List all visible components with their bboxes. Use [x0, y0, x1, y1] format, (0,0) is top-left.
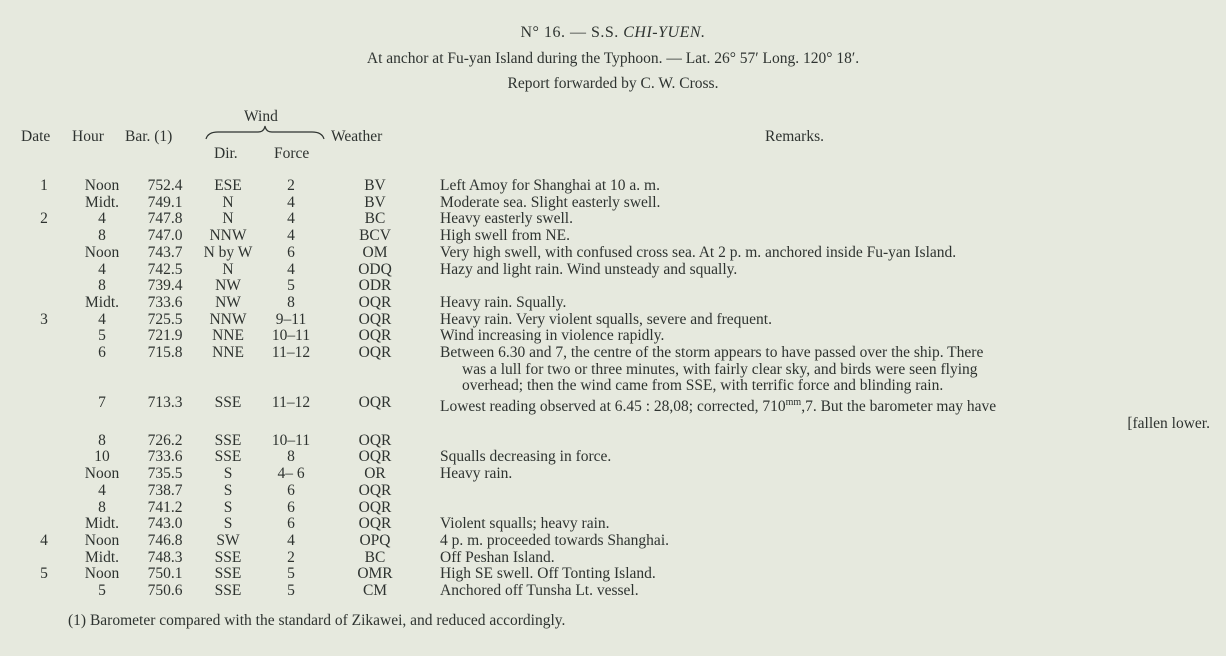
remark-line: Left Amoy for Shanghai at 10 a. m.	[440, 177, 660, 194]
row-weather: CM	[362, 582, 388, 600]
row-hour: 5	[98, 582, 106, 600]
row-gap	[430, 345, 440, 395]
row-hour: 5	[98, 327, 106, 345]
remark-line: High SE swell. Off Tonting Island.	[440, 565, 656, 583]
row-wind-force: 11–12	[271, 394, 311, 412]
row-hour: 4	[98, 310, 106, 328]
row-wind-dir: SSE	[214, 448, 242, 466]
table-row	[20, 395, 1210, 433]
row-barometer: 741.2	[147, 498, 183, 516]
row-date: 5	[40, 565, 48, 583]
row-hour: Noon	[84, 465, 120, 483]
row-wind-force: 4	[287, 260, 295, 278]
row-date	[20, 483, 68, 500]
row-barometer: 747.8	[147, 210, 183, 228]
row-remarks	[440, 500, 1210, 517]
row-wind-force: 2	[287, 548, 295, 566]
row-remarks	[440, 262, 1210, 279]
row-wind-force: 8	[287, 293, 295, 311]
row-wind-force: 4	[287, 210, 295, 228]
row-date: 4	[40, 531, 48, 549]
row-date	[20, 550, 68, 567]
remark-line: Off Peshan Island.	[440, 548, 555, 566]
row-weather: OQR	[358, 327, 392, 345]
row-remarks	[440, 178, 1210, 195]
row-gap	[430, 550, 440, 567]
row-weather: OQR	[358, 498, 392, 516]
row-wind-dir: SSE	[214, 431, 242, 449]
table-row	[20, 278, 1210, 295]
row-date	[20, 583, 68, 600]
row-wind-force: 5	[287, 582, 295, 600]
table-row	[20, 295, 1210, 312]
row-wind-dir: S	[223, 498, 233, 516]
row-hour: 8	[98, 277, 106, 295]
row-barometer: 750.1	[147, 565, 183, 583]
row-barometer: 742.5	[147, 260, 183, 278]
col-header-wind: Wind	[244, 108, 278, 125]
row-date	[20, 278, 68, 295]
row-date	[20, 262, 68, 279]
row-wind-dir: SSE	[214, 548, 242, 566]
table-row	[20, 328, 1210, 345]
row-hour: Noon	[84, 531, 120, 549]
row-barometer: 713.3	[147, 394, 183, 412]
row-barometer: 739.4	[147, 277, 183, 295]
col-header-hour: Hour	[72, 128, 104, 145]
row-gap	[430, 245, 440, 262]
remark-line: Anchored off Tunsha Lt. vessel.	[440, 582, 639, 600]
row-gap	[430, 211, 440, 228]
table-row	[20, 245, 1210, 262]
table-row	[20, 312, 1210, 329]
row-barometer: 726.2	[147, 431, 183, 449]
row-wind-dir: S	[223, 465, 233, 483]
row-wind-force: 2	[287, 177, 295, 194]
row-weather: OQR	[358, 344, 392, 362]
row-wind-force: 6	[287, 515, 295, 533]
remark-line: Heavy easterly swell.	[440, 210, 573, 228]
row-barometer: 749.1	[147, 193, 183, 211]
row-weather: BCV	[359, 227, 391, 245]
table-row	[20, 345, 1210, 395]
row-wind-force: 6	[287, 481, 295, 499]
row-wind-dir: NW	[215, 293, 241, 311]
table-row	[20, 262, 1210, 279]
row-barometer: 750.6	[147, 582, 183, 600]
row-remarks	[440, 328, 1210, 345]
row-barometer: 743.7	[147, 243, 183, 261]
row-remarks	[440, 395, 1210, 433]
row-gap	[430, 583, 440, 600]
row-weather: OM	[362, 243, 388, 261]
table-row	[20, 550, 1210, 567]
row-barometer: 752.4	[147, 177, 183, 194]
table-row	[20, 533, 1210, 550]
row-date	[20, 516, 68, 533]
row-weather: OR	[364, 465, 386, 483]
row-gap	[430, 195, 440, 212]
row-weather: OQR	[358, 481, 392, 499]
row-weather: ODR	[358, 277, 392, 295]
row-date	[20, 500, 68, 517]
row-remarks	[440, 228, 1210, 245]
row-remarks	[440, 533, 1210, 550]
row-remarks	[440, 345, 1210, 395]
remark-line	[440, 500, 1210, 517]
row-weather: BC	[364, 210, 386, 228]
row-hour: Noon	[84, 565, 120, 583]
row-hour: 4	[98, 210, 106, 228]
row-wind-force: 5	[287, 277, 295, 295]
remark-line: Heavy rain. Very violent squalls, severe and frequent.	[440, 310, 772, 328]
row-wind-dir: SSE	[214, 582, 242, 600]
row-wind-dir: S	[223, 481, 233, 499]
footnote: (1) Barometer compared with the standard of Zikawei, and reduced accordingly.	[68, 612, 566, 629]
observation-table	[20, 178, 1210, 600]
row-hour: 8	[98, 431, 106, 449]
row-date: 2	[40, 210, 48, 228]
row-remarks	[440, 566, 1210, 583]
row-wind-dir: N by W	[203, 243, 253, 261]
row-wind-dir: N	[222, 210, 234, 228]
table-row	[20, 516, 1210, 533]
row-barometer: 725.5	[147, 310, 183, 328]
row-hour: Midt.	[84, 515, 120, 533]
row-wind-dir: N	[222, 260, 234, 278]
row-wind-dir: NNW	[209, 227, 247, 245]
col-header-dir: Dir.	[214, 145, 238, 162]
row-weather: OPQ	[359, 531, 391, 549]
remark-line: Wind increasing in violence rapidly.	[440, 327, 665, 345]
remark-line: Heavy rain. Squally.	[440, 293, 567, 311]
row-wind-dir: N	[222, 193, 234, 211]
row-wind-force: 4	[287, 193, 295, 211]
row-weather: OQR	[358, 515, 392, 533]
row-gap	[430, 228, 440, 245]
row-hour: 8	[98, 498, 106, 516]
row-weather: BV	[364, 177, 386, 194]
remark-line	[440, 278, 1210, 295]
row-hour: 8	[98, 227, 106, 245]
row-gap	[430, 449, 440, 466]
report-subtitle: At anchor at Fu-yan Island during the Typhoon. — Lat. 26° 57′ Long. 120° 18′.	[366, 50, 860, 67]
remark-line: 4 p. m. proceeded towards Shanghai.	[440, 531, 669, 549]
remark-line: Hazy and light rain. Wind unsteady and squally.	[440, 260, 738, 278]
remark-line: Heavy rain.	[440, 465, 513, 483]
report-number: N° 16. — S.S.	[520, 24, 619, 41]
row-gap	[430, 295, 440, 312]
row-weather: OQR	[358, 394, 392, 412]
row-remarks	[440, 449, 1210, 466]
row-barometer: 735.5	[147, 465, 183, 483]
row-barometer: 748.3	[147, 548, 183, 566]
row-date	[20, 228, 68, 245]
table-row	[20, 583, 1210, 600]
row-hour: 4	[98, 481, 106, 499]
row-date	[20, 449, 68, 466]
row-wind-force: 6	[287, 498, 295, 516]
row-wind-force: 6	[287, 243, 295, 261]
row-gap	[430, 262, 440, 279]
row-date	[20, 195, 68, 212]
row-date	[20, 466, 68, 483]
row-date: 1	[40, 177, 48, 194]
row-gap	[430, 483, 440, 500]
row-hour: 7	[98, 394, 106, 412]
col-header-weather: Weather	[331, 128, 383, 145]
table-row	[20, 466, 1210, 483]
remark-line: Violent squalls; heavy rain.	[440, 515, 610, 533]
row-barometer: 743.0	[147, 515, 183, 533]
row-hour: Noon	[84, 243, 120, 261]
row-wind-force: 4	[287, 531, 295, 549]
row-wind-dir: NNE	[212, 327, 244, 345]
remark-line	[440, 483, 1210, 500]
row-weather: OMR	[357, 565, 393, 583]
row-barometer: 747.0	[147, 227, 183, 245]
row-hour: Midt.	[84, 548, 120, 566]
remark-line: Very high swell, with confused cross sea. At 2 p. m. anchored inside Fu-yan Island.	[440, 243, 957, 261]
row-remarks	[440, 295, 1210, 312]
row-wind-dir: SSE	[214, 565, 242, 583]
table-row	[20, 228, 1210, 245]
row-remarks	[440, 483, 1210, 500]
row-gap	[430, 533, 440, 550]
row-weather: OQR	[358, 448, 392, 466]
row-wind-force: 9–11	[275, 310, 307, 328]
row-wind-dir: NNW	[209, 310, 247, 328]
wind-brace	[204, 124, 326, 142]
row-wind-force: 8	[287, 448, 295, 466]
row-gap	[430, 178, 440, 195]
row-remarks	[440, 312, 1210, 329]
row-barometer: 733.6	[147, 293, 183, 311]
row-wind-dir: S	[223, 515, 233, 533]
row-hour: 6	[98, 344, 106, 362]
col-header-remarks: Remarks.	[765, 128, 824, 145]
table-row	[20, 211, 1210, 228]
row-remarks	[440, 583, 1210, 600]
row-gap	[430, 516, 440, 533]
row-remarks	[440, 195, 1210, 212]
remark-line: Between 6.30 and 7, the centre of the storm appears to have passed over the ship. There	[440, 344, 984, 362]
row-weather: BV	[364, 193, 386, 211]
row-remarks	[440, 211, 1210, 228]
row-wind-force: 4	[287, 227, 295, 245]
table-row	[20, 500, 1210, 517]
row-wind-dir: SW	[216, 531, 240, 549]
row-remarks	[440, 245, 1210, 262]
row-wind-force: 5	[287, 565, 295, 583]
remark-line	[440, 433, 1210, 450]
row-date	[20, 395, 68, 433]
row-wind-force: 11–12	[271, 344, 311, 362]
table-row	[20, 178, 1210, 195]
row-date	[20, 433, 68, 450]
row-barometer: 721.9	[147, 327, 183, 345]
row-barometer: 733.6	[147, 448, 183, 466]
report-forwarder: Report forwarded by C. W. Cross.	[507, 75, 719, 92]
row-wind-dir: SSE	[214, 394, 242, 412]
remark-line: was a lull for two or three minutes, with fairly clear sky, and birds were seen flying	[462, 360, 978, 378]
remark-line: Lowest reading observed at 6.45 : 28,08; corrected, $710^{mm},7$. But the barometer may have	[440, 397, 997, 416]
row-wind-dir: NW	[215, 277, 241, 295]
table-row	[20, 433, 1210, 450]
row-weather: BC	[364, 548, 386, 566]
row-date	[20, 345, 68, 395]
row-weather: OQR	[358, 431, 392, 449]
row-wind-force: 10–11	[271, 431, 311, 449]
row-gap	[430, 466, 440, 483]
row-hour: Midt.	[84, 293, 120, 311]
row-barometer: 715.8	[147, 344, 183, 362]
remark-line: Squalls decreasing in force.	[440, 448, 612, 466]
row-date: 3	[40, 310, 48, 328]
row-remarks	[440, 516, 1210, 533]
row-barometer: 738.7	[147, 481, 183, 499]
row-remarks	[440, 433, 1210, 450]
row-gap	[430, 433, 440, 450]
row-weather: OQR	[358, 293, 392, 311]
row-gap	[430, 566, 440, 583]
row-hour: 4	[98, 260, 106, 278]
row-date	[20, 245, 68, 262]
table-row	[20, 566, 1210, 583]
row-barometer: 746.8	[147, 531, 183, 549]
remark-line: overhead; then the wind came from SSE, with terrific force and blinding rain.	[462, 377, 944, 395]
row-gap	[430, 312, 440, 329]
table-row	[20, 449, 1210, 466]
row-gap	[430, 328, 440, 345]
row-remarks	[440, 278, 1210, 295]
col-header-force: Force	[274, 145, 310, 162]
row-wind-dir: NNE	[212, 344, 244, 362]
col-header-date: Date	[21, 128, 51, 145]
row-gap	[430, 395, 440, 433]
table-row	[20, 195, 1210, 212]
table-row	[20, 483, 1210, 500]
row-hour: 10	[94, 448, 110, 466]
row-hour: Noon	[84, 177, 120, 194]
report-title	[0, 24, 1226, 42]
row-date	[20, 328, 68, 345]
row-gap	[430, 278, 440, 295]
remark-line: [fallen lower.	[1127, 415, 1210, 432]
row-remarks	[440, 550, 1210, 567]
row-wind-force: 4– 6	[277, 465, 305, 483]
col-header-bar: Bar. (1)	[125, 128, 173, 145]
row-weather: ODQ	[358, 260, 392, 278]
ship-name: CHI-YUEN.	[623, 24, 706, 41]
row-wind-force: 10–11	[271, 327, 311, 345]
row-hour: Midt.	[84, 193, 120, 211]
remark-line: High swell from NE.	[440, 227, 571, 245]
row-date	[20, 295, 68, 312]
remark-line: Moderate sea. Slight easterly swell.	[440, 193, 661, 211]
row-remarks	[440, 466, 1210, 483]
row-gap	[430, 500, 440, 517]
row-weather: OQR	[358, 310, 392, 328]
row-wind-dir: ESE	[214, 177, 242, 194]
